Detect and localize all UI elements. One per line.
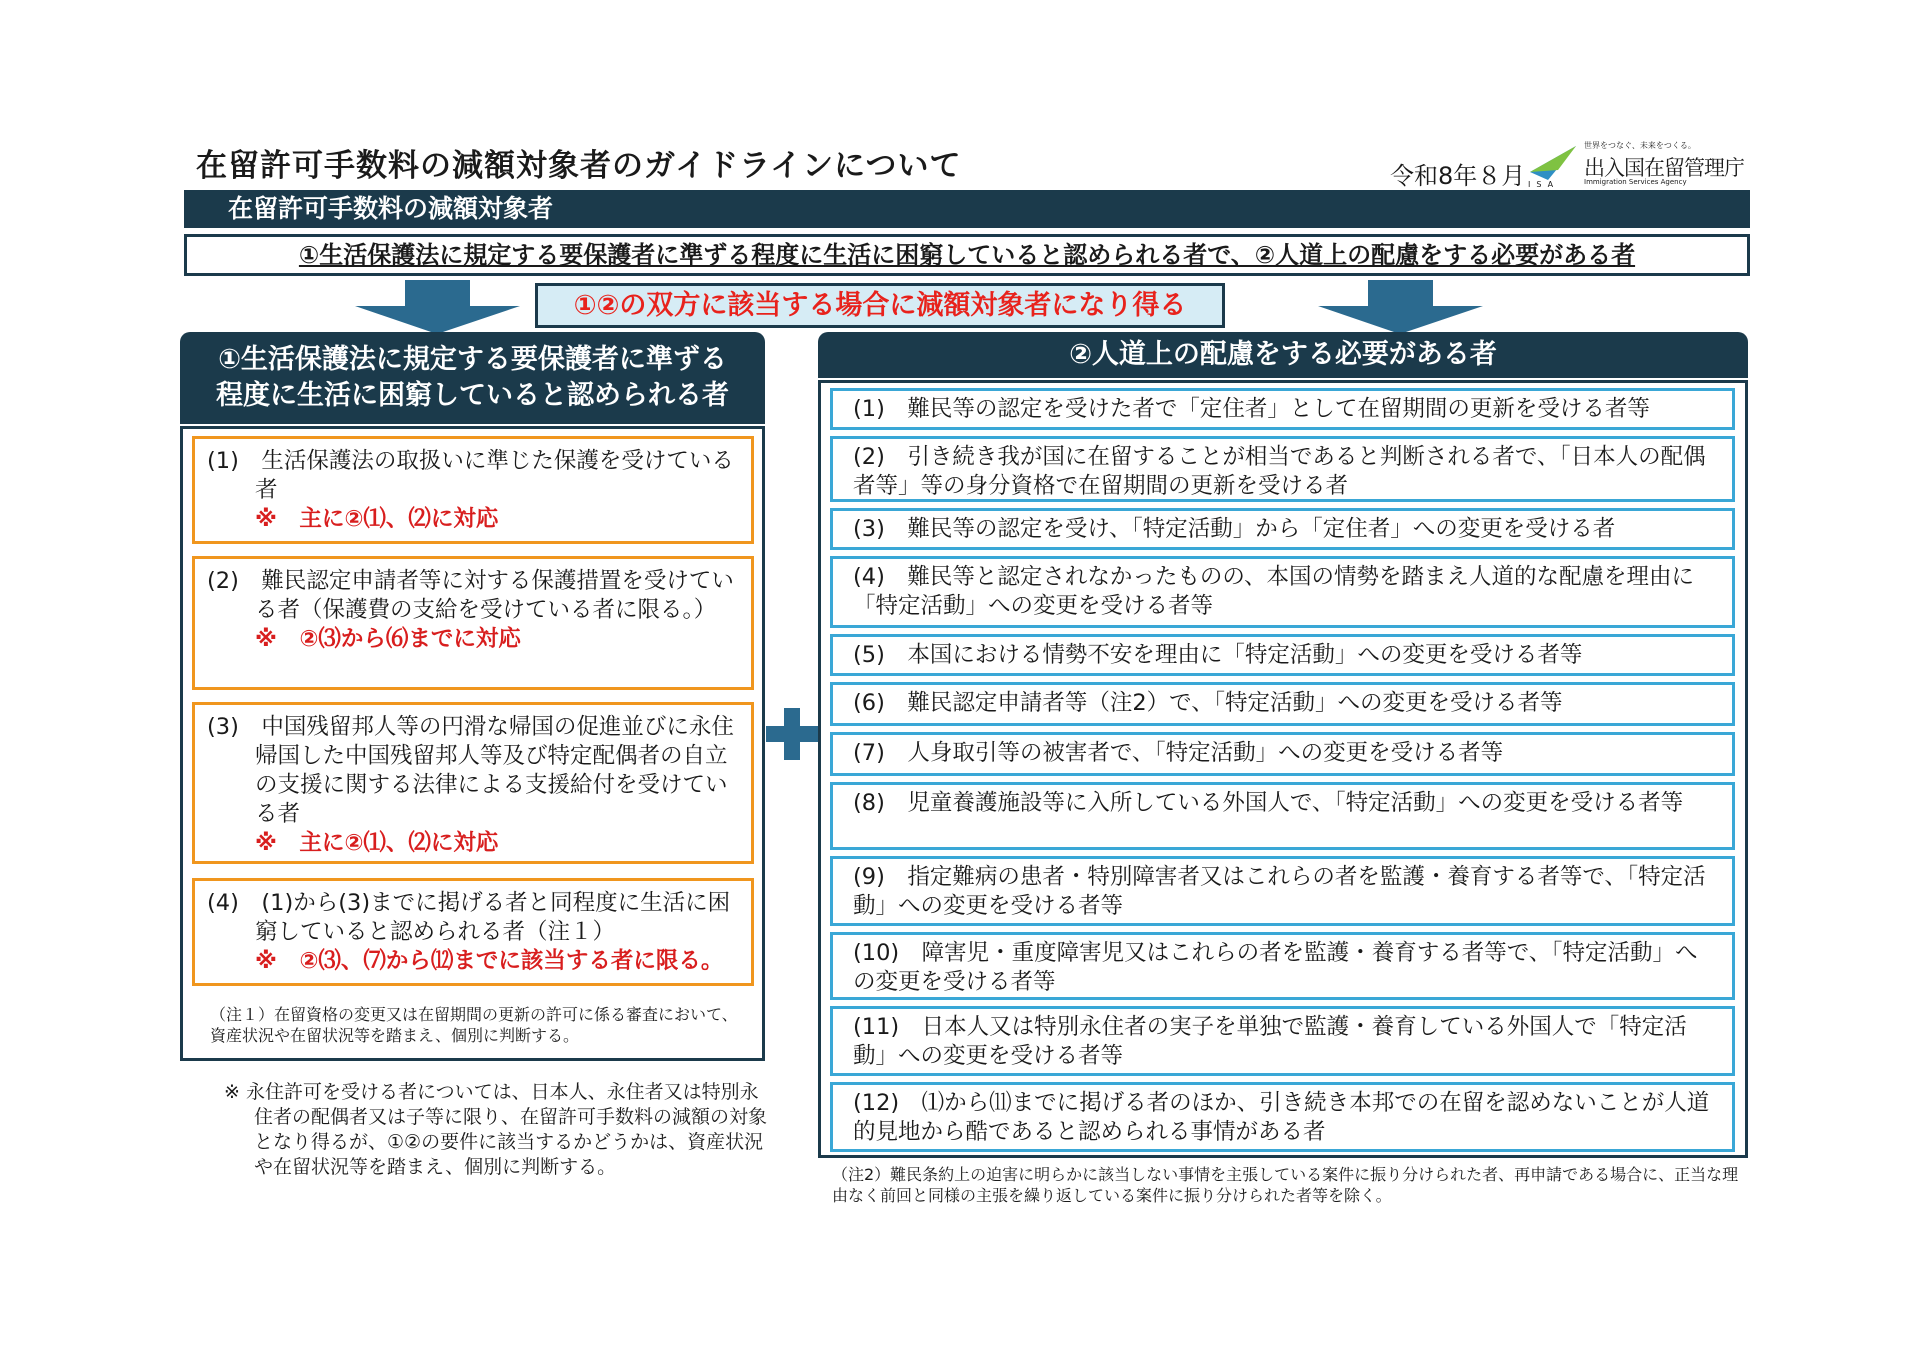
left-item-text: (2) 難民認定申請者等に対する保護措置を受けている者（保護費の支給を受けている者に限る。） [207,568,734,623]
condition-box [184,234,1750,276]
left-item-text: (4) (1)から(3)までに掲げる者と同程度に生活に困窮していると認められる者（注１） [207,890,731,945]
condition-text: ①生活保護法に規定する要保護者に準ずる程度に生活に困窮していると認められる者で、②人道上の配慮をする必要がある者 [298,241,1636,269]
down-arrow-icon [1318,280,1483,334]
left-item-text: (3) 中国残留邦人等の円滑な帰国の促進並びに永住帰国した中国残留邦人等及び特定配偶者の自立の支援に関する法律による支援給付を受けている者 [207,714,734,827]
paper-plane-icon [1528,142,1578,182]
date-label: 令和8年８月 [1390,162,1526,190]
left-heading-line2: 程度に生活に困窮していると認められる者 [216,380,729,411]
right-heading: ②人道上の配慮をする必要がある者 [818,332,1748,378]
right-item: (2) 引き続き我が国に在留することが相当であると判断される者で、「日本人の配偶者等」等の身分資格で在留期間の更新を受ける者 [830,436,1735,502]
footnote-1: （注１）在留資格の変更又は在留期間の更新の許可に係る審査において、資産状況や在留状況等を踏まえ、個別に判断する。 [210,1005,738,1045]
left-item [192,878,754,986]
section-header: 在留許可手数料の減額対象者 [184,190,1750,228]
logo-tagline: 世界をつなぐ、未来をつくる。 [1584,141,1696,150]
plus-icon [766,708,818,760]
result-box: ①②の双方に該当する場合に減額対象者になり得る [535,283,1225,328]
logo-name-en: Immigration Services Agency [1584,178,1687,186]
left-heading [180,332,765,424]
left-item-note: ※ ②⑶、⑺から⑿までに該当する者に限る。 [255,948,724,974]
left-item-note: ※ 主に②⑴、⑵に対応 [255,506,499,532]
right-item: (12) ⑴から⑾までに掲げる者のほか、引き続き本邦での在留を認めないことが人道的見地から酷であると認められる事情がある者 [830,1082,1735,1152]
left-heading-line1: ①生活保護法に規定する要保護者に準ずる [218,344,727,375]
right-item: (8) 児童養護施設等に入所している外国人で、「特定活動」への変更を受ける者等 [830,782,1735,850]
page-title: 在留許可手数料の減額対象者のガイドラインについて [196,148,962,184]
right-item: (7) 人身取引等の被害者で、「特定活動」への変更を受ける者等 [830,732,1735,776]
permanent-residence-note: ※ 永住許可を受ける者については、日本人、永住者又は特別永住者の配偶者又は子等に限り、在留許可手数料の減額の対象となり得るが、①②の要件に該当するかどうかは、資産状況や在留状況等を踏まえ、個別に判断する。 [224,1081,768,1178]
right-item: (9) 指定難病の患者・特別障害者又はこれらの者を監護・養育する者等で、「特定活動」への変更を受ける者等 [830,856,1735,926]
right-item: (11) 日本人又は特別永住者の実子を単独で監護・養育している外国人で「特定活動」への変更を受ける者等 [830,1006,1735,1076]
down-arrow-icon [355,280,520,334]
left-item-text: (1) 生活保護法の取扱いに準じた保護を受けている者 [207,448,734,503]
right-item: (1) 難民等の認定を受けた者で「定住者」として在留期間の更新を受ける者等 [830,388,1735,430]
left-item [192,436,754,544]
left-item [192,702,754,864]
logo-abbr: ISA [1528,180,1560,189]
right-item: (5) 本国における情勢不安を理由に「特定活動」への変更を受ける者等 [830,634,1735,676]
right-item: (4) 難民等と認定されなかったものの、本国の情勢を踏まえ人道的な配慮を理由に「特定活動」への変更を受ける者等 [830,556,1735,628]
left-item-note: ※ 主に②⑴、⑵に対応 [255,830,499,856]
agency-logo [1528,142,1758,190]
left-item-note: ※ ②⑶から⑹までに対応 [255,626,521,652]
right-item: (3) 難民等の認定を受け、「特定活動」から「定住者」への変更を受ける者 [830,508,1735,550]
logo-name: 出入国在留管理庁 [1584,156,1744,180]
footnote-2: （注2）難民条約上の迫害に明らかに該当しない事情を主張している案件に振り分けられた者、再申請である場合に、正当な理由なく前回と同様の主張を繰り返している案件に振り分けられた者等を除く。 [832,1165,1739,1205]
right-item: (10) 障害児・重度障害児又はこれらの者を監護・養育する者等で、「特定活動」への変更を受ける者等 [830,932,1735,1000]
right-item: (6) 難民認定申請者等（注2）で、「特定活動」への変更を受ける者等 [830,682,1735,726]
left-item [192,556,754,690]
